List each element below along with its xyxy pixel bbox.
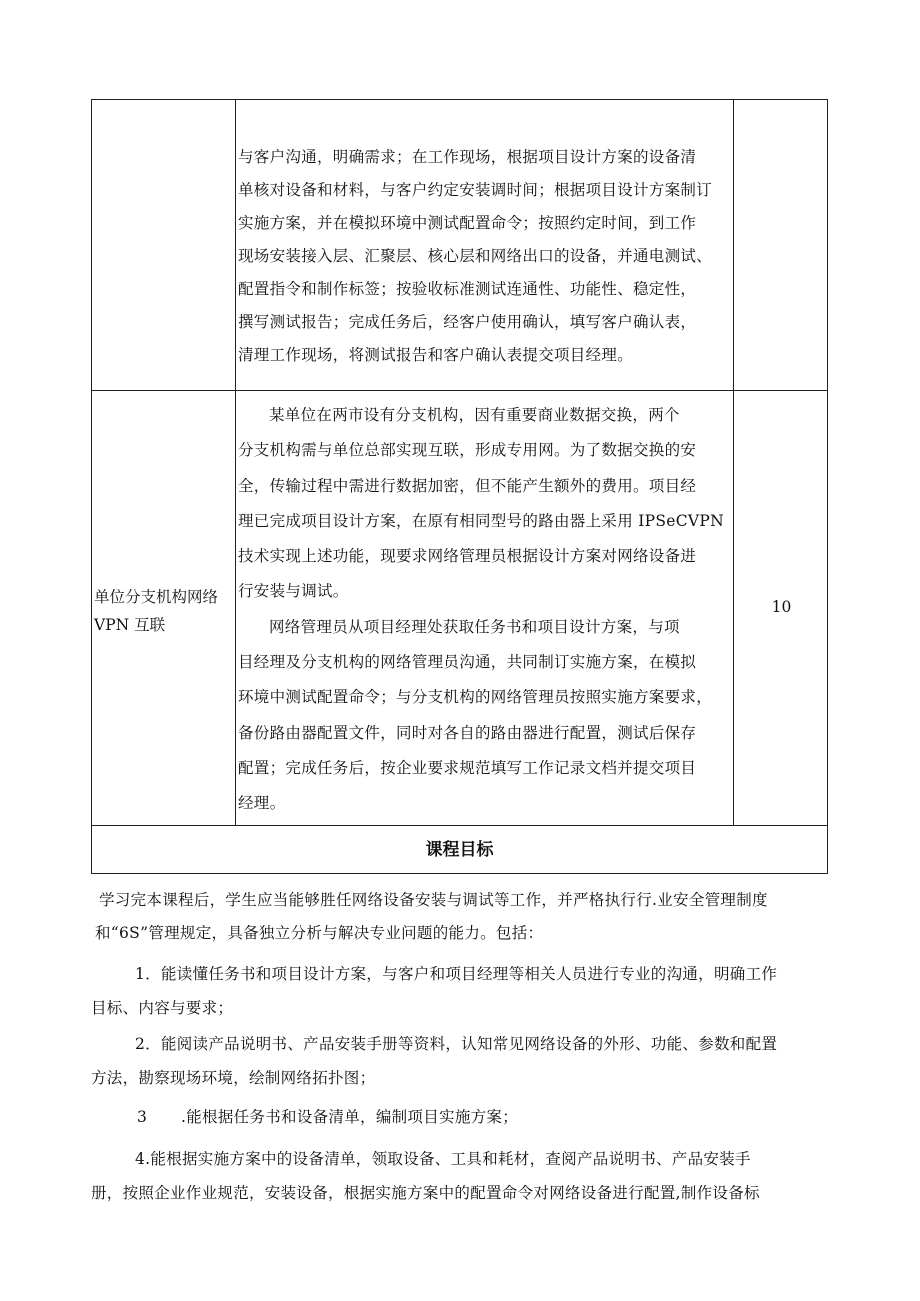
course-table <box>91 99 828 874</box>
desc2-line: 目经理及分支机构的网络管理员沟通，共同制订实施方案，在模拟 <box>238 653 697 672</box>
task-description-1 <box>238 141 733 372</box>
row-divider-1 <box>92 390 827 391</box>
goal-line <box>91 1100 831 1134</box>
task-name-line: VPN 互联 <box>94 616 166 634</box>
desc1-line: 配置指令和制作标签；按验收标准测试连通性、功能性、稳定性， <box>238 280 697 298</box>
desc2-line: 某单位在两市设有分支机构，因有重要商业数据交换，两个 <box>269 406 680 424</box>
goal-line: 2．能阅读产品说明书、产品安装手册等资料，认知常见网络设备的外形、功能、参数和配置 <box>135 1035 778 1053</box>
desc2-line: 行安装与调试。 <box>238 582 349 601</box>
desc2-line: 分支机构需与单位总部实现互联，形成专用网。为了数据交换的安 <box>238 441 697 460</box>
goal-item-3 <box>91 1100 831 1134</box>
desc1-line: 清理工作现场，将测试报告和客户确认表提交项目经理。 <box>238 346 634 364</box>
desc1-line: 与客户沟通，明确需求；在工作现场，根据项目设计方案的设备清 <box>238 148 697 166</box>
intro-line: 学习完本课程后，学生应当能够胜任网络设备安装与调试等工作，并严格执行行.业安全管理制度 <box>99 891 768 909</box>
desc1-line: 实施方案，并在模拟环境中测试配置命令；按照约定时间，到工作 <box>238 214 697 232</box>
task-name-vpn <box>92 583 236 639</box>
goal-item-1 <box>91 957 831 1025</box>
task-hours: 10 <box>771 598 792 616</box>
desc2-line: 网络管理员从项目经理处获取任务书和项目设计方案，与项 <box>269 617 680 636</box>
goal-text: .能根据任务书和设备清单，编制项目实施方案； <box>181 1108 519 1126</box>
desc2-line: 配置；完成任务后，按企业要求规范填写工作记录文档并提交项目 <box>238 758 697 777</box>
goal-line: 册，按照企业作业规范，安装设备，根据实施方案中的配置命令对网络设备进行配置,制作设备标 <box>91 1184 760 1202</box>
course-goal-heading: 课程目标 <box>425 840 494 860</box>
goal-item-2 <box>91 1027 831 1095</box>
desc2-line: 环境中测试配置命令；与分支机构的网络管理员按照实施方案要求， <box>238 688 713 707</box>
desc2-line: 经理。 <box>238 794 286 813</box>
column-divider-1 <box>235 100 236 825</box>
desc2-line: 技术实现上述功能，现要求网络管理员根据设计方案对网络设备进 <box>238 547 697 566</box>
intro-paragraph <box>91 884 831 950</box>
goal-item-4 <box>91 1142 831 1210</box>
goal-line: 目标、内容与要求； <box>91 999 234 1017</box>
goal-line: 方法，勘察现场环境，绘制网络拓扑图； <box>91 1069 376 1087</box>
column-divider-2 <box>733 100 734 825</box>
goal-number: 3 <box>137 1108 148 1126</box>
goal-line: 4.能根据实施方案中的设备清单，领取设备、工具和耗材，查阅产品说明书、产品安装手 <box>135 1150 751 1168</box>
intro-line: 和“6S”管理规定，具备独立分析与解决专业问题的能力。包括： <box>95 924 544 942</box>
desc1-line: 现场安装接入层、汇聚层、核心层和网络出口的设备，并通电测试、 <box>238 247 713 265</box>
task-name-line: 单位分支机构网络 <box>94 588 219 606</box>
desc1-line: 撰写测试报告；完成任务后，经客户使用确认，填写客户确认表， <box>238 313 697 331</box>
desc2-line: 全，传输过程中需进行数据加密，但不能产生额外的费用。项目经 <box>238 476 697 495</box>
goal-line: 1．能读懂任务书和项目设计方案，与客户和项目经理等相关人员进行专业的沟通，明确工作 <box>135 965 778 983</box>
desc2-line: 备份路由器配置文件，同时对各自的路由器进行配置，测试后保存 <box>238 723 697 742</box>
desc2-line: 理已完成项目设计方案，在原有相同型号的路由器上采用 IPSeCVPN <box>238 511 725 530</box>
task-description-2 <box>238 398 733 822</box>
desc1-line: 单核对设备和材料，与客户约定安装调时间；根据项目设计方案制订 <box>238 181 713 199</box>
